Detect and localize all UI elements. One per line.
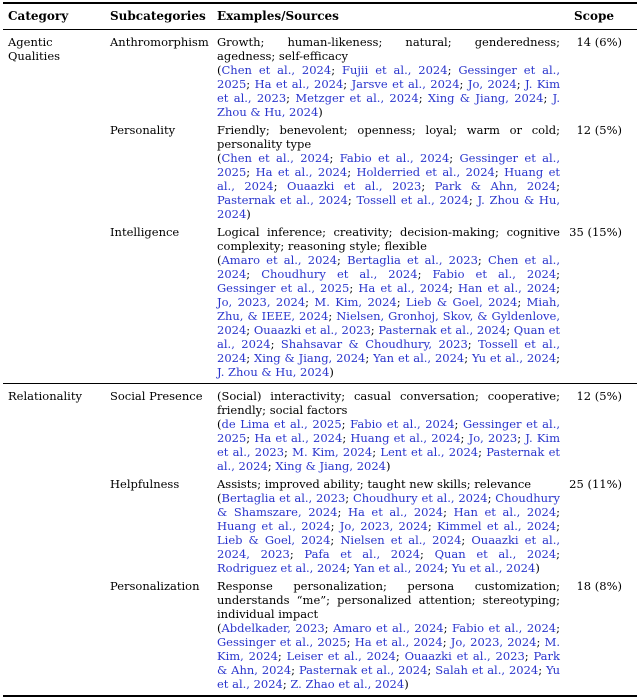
citation-link[interactable]: Ouaazki et al., 2023 [253, 323, 371, 337]
citation-link[interactable]: Xing & Jiang, 2024 [254, 351, 366, 365]
citation-link[interactable]: Ha et al., 2024 [358, 281, 450, 295]
citation-link[interactable]: Ha et al., 2024 [254, 77, 344, 91]
citation-link[interactable]: Nielsen, Gronhoj, Skov, & Gyldenlove, 2024 [217, 309, 561, 337]
citation-link[interactable]: Pasternak et al., 2024 [378, 323, 507, 337]
citation-link[interactable]: Leiser et al., 2024 [286, 649, 396, 663]
examples-cell [217, 389, 560, 473]
scope-cell: 18 (8%) [576, 579, 622, 593]
citation-link[interactable]: Huang et al., 2024 [217, 519, 331, 533]
citation-link[interactable]: Ouaazki et al., 2023 [287, 179, 422, 193]
citation-link[interactable]: Kimmel et al., 2024 [437, 519, 557, 533]
citation-link[interactable]: Gessinger et al., 2025 [217, 417, 561, 445]
citation-link[interactable]: Jo, 2024 [467, 77, 517, 91]
table-row [0, 225, 640, 379]
examples-cell [217, 225, 560, 379]
citation-link[interactable]: Huang et al., 2024 [350, 431, 461, 445]
examples-text: Growth; human-likeness; natural; genderedness; agedness; self-efficacy [217, 35, 560, 63]
citation-link[interactable]: Choudhury et al., 2024 [352, 491, 488, 505]
citation-link[interactable]: Gessinger et al., 2025 [217, 151, 560, 179]
citation-link[interactable]: Choudhury & Shamszare, 2024 [217, 491, 561, 519]
table-section-agentic-qualities [0, 30, 640, 383]
citation-link[interactable]: Park & Ahn, 2024 [217, 649, 560, 677]
citation-link[interactable]: Fabio et al., 2024 [350, 417, 455, 431]
citations: (Abdelkader, 2023; Amaro et al., 2024; Fabio et al., 2024; Gessinger et al., 2025; Ha et al., 2024; Jo, 2023, 2024; M. Kim, 2024; Leiser et al., 2024; Ouaazki et al., 2023; Park & Ahn, 2024; Pasternak et al., 2024; Salah et al., 2024; Yu et al., 2024; Z. Zhao et al., 2024) [217, 621, 561, 691]
citation-link[interactable]: Quan et al., 2024 [434, 547, 557, 561]
subcategory-cell: Intelligence [110, 225, 180, 239]
citation-link[interactable]: Shahsavar & Choudhury, 2023 [280, 337, 468, 351]
citation-link[interactable]: Gessinger et al., 2025 [217, 281, 350, 295]
citation-link[interactable]: Bertaglia et al., 2023 [347, 253, 478, 267]
citation-link[interactable]: Ha et al., 2024 [254, 431, 343, 445]
scope-cell: 25 (11%) [569, 477, 622, 491]
examples-cell [217, 35, 560, 119]
table-row [0, 389, 640, 473]
citations: (de Lima et al., 2025; Fabio et al., 2024; Gessinger et al., 2025; Ha et al., 2024; Huang et al., 2024; Jo, 2023; J. Kim et al., 2023; M. Kim, 2024; Lent et al., 2024; Pasternak et al., 2024; Xing & Jiang, 2024) [217, 417, 561, 473]
citation-link[interactable]: Han et al., 2024 [453, 505, 557, 519]
table-row [0, 123, 640, 221]
citation-link[interactable]: Chen et al., 2024 [217, 253, 560, 281]
examples-text: Assists; improved ability; taught new skills; relevance [217, 477, 532, 491]
citation-link[interactable]: Lieb & Goel, 2024 [405, 295, 518, 309]
citation-link[interactable]: Rodriguez et al., 2024 [217, 561, 347, 575]
table-row [0, 579, 640, 691]
citation-link[interactable]: Choudhury et al., 2024 [261, 267, 418, 281]
citation-link[interactable]: Huang et al., 2024 [217, 165, 561, 193]
table-header-row [0, 4, 640, 29]
table-row [0, 35, 640, 119]
category-cell [8, 579, 106, 691]
citation-link[interactable]: Pafa et al., 2024 [304, 547, 421, 561]
citation-link[interactable]: Amaro et al., 2024 [333, 621, 444, 635]
citation-link[interactable]: Jo, 2023 [468, 431, 518, 445]
citation-link[interactable]: Chen et al., 2024 [221, 151, 330, 165]
citation-link[interactable]: Park & Ahn, 2024 [434, 179, 557, 193]
citation-link[interactable]: Gessinger et al., 2025 [217, 63, 560, 91]
citation-link[interactable]: Chen et al., 2024 [221, 63, 332, 77]
citation-link[interactable]: Fabio et al., 2024 [339, 151, 450, 165]
citation-link[interactable]: Abdelkader, 2023 [221, 621, 325, 635]
examples-cell [217, 123, 560, 221]
citations: (Chen et al., 2024; Fabio et al., 2024; Gessinger et al., 2025; Ha et al., 2024; Holderried et al., 2024; Huang et al., 2024; Ouaazki et al., 2023; Park & Ahn, 2024; Pasternak et al., 2024; Tossell et al., 2024; J. Zhou & Hu, 2024) [217, 151, 561, 221]
category-cell [8, 35, 106, 119]
citation-link[interactable]: J. Zhou & Hu, 2024 [217, 365, 330, 379]
scope-cell: 14 (6%) [576, 35, 622, 49]
scope-cell: 35 (15%) [569, 225, 622, 239]
paper-table [0, 2, 640, 697]
citation-link[interactable]: Metzger et al., 2024 [295, 91, 419, 105]
citation-link[interactable]: Z. Zhao et al., 2024 [290, 677, 405, 691]
citation-link[interactable]: Pasternak et al., 2024 [217, 193, 348, 207]
citation-link[interactable]: Tossell et al., 2024 [217, 337, 560, 365]
citations: (Chen et al., 2024; Fujii et al., 2024; Gessinger et al., 2025; Ha et al., 2024; Jarsve et al., 2024; Jo, 2024; J. Kim et al., 2023; Metzger et al., 2024; Xing & Jiang, 2024; J. Zhou & Hu, 2024) [217, 63, 561, 119]
examples-cell [217, 579, 560, 691]
citation-link[interactable]: Quan et al., 2024 [217, 323, 561, 351]
scope-cell: 12 (5%) [576, 389, 622, 403]
citation-link[interactable]: Ha et al., 2024 [255, 165, 348, 179]
citation-link[interactable]: Fujii et al., 2024 [341, 63, 448, 77]
citation-link[interactable]: Miah, Zhu, & IEEE, 2024 [217, 295, 561, 323]
citation-link[interactable]: Fabio et al., 2024 [452, 621, 557, 635]
citation-link[interactable]: M. Kim, 2024 [217, 635, 560, 663]
citation-link[interactable]: J. Kim et al., 2023 [217, 77, 560, 105]
citation-link[interactable]: Ha et al., 2024 [347, 505, 444, 519]
citation-link[interactable]: Gessinger et al., 2025 [217, 635, 347, 649]
column-header-examples-sources: Examples/Sources [217, 9, 339, 23]
subcategory-cell: Personality [110, 123, 176, 137]
citation-link[interactable]: Yu et al., 2024 [471, 351, 557, 365]
subcategory-cell: Anthromorphism [110, 35, 209, 49]
citation-link[interactable]: Xing & Jiang, 2024 [275, 459, 386, 473]
citation-link[interactable]: Salah et al., 2024 [435, 663, 539, 677]
citation-link[interactable]: Xing & Jiang, 2024 [427, 91, 544, 105]
subcategory-cell: Social Presence [110, 389, 203, 403]
citation-link[interactable]: de Lima et al., 2025 [221, 417, 342, 431]
examples-text: (Social) interactivity; casual conversation; cooperative; friendly; social factors [217, 389, 560, 417]
citation-link[interactable]: Lent et al., 2024 [380, 445, 479, 459]
citation-link[interactable]: J. Zhou & Hu, 2024 [217, 91, 561, 119]
citation-link[interactable]: Pasternak et al., 2024 [298, 663, 428, 677]
category-cell [8, 123, 106, 221]
citation-link[interactable]: Bertaglia et al., 2023 [221, 491, 346, 505]
category-label: Relationality [8, 389, 82, 403]
citation-link[interactable]: Amaro et al., 2024 [221, 253, 338, 267]
column-header-scope: Scope [573, 9, 614, 23]
citation-link[interactable]: Pasternak et al., 2024 [217, 445, 561, 473]
citation-link[interactable]: Nielsen et al., 2024 [340, 533, 462, 547]
citation-link[interactable]: J. Zhou & Hu, 2024 [217, 193, 561, 221]
examples-cell [217, 477, 560, 575]
scope-cell: 12 (5%) [576, 123, 622, 137]
citation-link[interactable]: Yu et al., 2024 [217, 663, 561, 691]
category-cell [8, 477, 106, 575]
examples-text: Logical inference; creativity; decision-making; cognitive complexity; reasoning style; flexible [217, 225, 560, 253]
citation-link[interactable]: Ouaazki et al., 2023 [404, 649, 525, 663]
citation-link[interactable]: Jo, 2023, 2024 [339, 519, 428, 533]
citations: (Amaro et al., 2024; Bertaglia et al., 2023; Chen et al., 2024; Choudhury et al., 2024; Fabio et al., 2024; Gessinger et al., 2025; Ha et al., 2024; Han et al., 2024; Jo, 2023, 2024; M. Kim, 2024; Lieb & Goel, 2024; Miah, Zhu, & IEEE, 2024; Nielsen, Gronhoj, Skov, & Gyldenlove, 2024; Ouaazki et al., 2023; Pasternak et al., 2024; Quan et al., 2024; Shahsavar & Choudhury, 2023; Tossell et al., 2024; Xing & Jiang, 2024; Yan et al., 2024; Yu et al., 2024; J. Zhou & Hu, 2024) [217, 253, 561, 379]
citation-link[interactable]: J. Kim et al., 2023 [217, 431, 561, 459]
citation-link[interactable]: M. Kim, 2024 [292, 445, 373, 459]
citation-link[interactable]: Ha et al., 2024 [354, 635, 443, 649]
citation-link[interactable]: M. Kim, 2024 [314, 295, 397, 309]
table-row [0, 477, 640, 575]
citations: (Bertaglia et al., 2023; Choudhury et al., 2024; Choudhury & Shamszare, 2024; Ha et al., 2024; Han et al., 2024; Huang et al., 2024; Jo, 2023, 2024; Kimmel et al., 2024; Lieb & Goel, 2024; Nielsen et al., 2024; Ouaazki et al., 2024, 2023; Pafa et al., 2024; Quan et al., 2024; Rodriguez et al., 2024; Yan et al., 2024; Yu et al., 2024) [217, 491, 561, 575]
examples-text: Response personalization; persona customization; understands “me”; personalized attention; stereotyping; individual impact [217, 579, 560, 621]
citation-link[interactable]: Jo, 2023, 2024 [450, 635, 537, 649]
citation-link[interactable]: Tossell et al., 2024 [356, 193, 469, 207]
citation-link[interactable]: Fabio et al., 2024 [432, 267, 557, 281]
citation-link[interactable]: Yan et al., 2024 [353, 561, 445, 575]
citation-link[interactable]: Han et al., 2024 [458, 281, 557, 295]
citation-link[interactable]: Holderried et al., 2024 [356, 165, 495, 179]
table-section-relationality [0, 384, 640, 695]
citation-link[interactable]: Lieb & Goel, 2024 [217, 533, 331, 547]
citation-link[interactable]: Ouaazki et al., 2024, 2023 [217, 533, 561, 561]
citation-link[interactable]: Jarsve et al., 2024 [351, 77, 460, 91]
category-cell [8, 225, 106, 379]
column-header-subcategories: Subcategories [110, 9, 206, 23]
category-cell [8, 389, 106, 473]
citation-link[interactable]: Yan et al., 2024 [373, 351, 465, 365]
column-header-category: Category [8, 9, 69, 23]
subcategory-cell: Personalization [110, 579, 200, 593]
category-label: Agentic Qualities [8, 35, 61, 63]
citation-link[interactable]: Jo, 2023, 2024 [217, 295, 306, 309]
subcategory-cell: Helpfulness [110, 477, 180, 491]
examples-text: Friendly; benevolent; openness; loyal; warm or cold; personality type [217, 123, 560, 151]
citation-link[interactable]: Yu et al., 2024 [451, 561, 536, 575]
